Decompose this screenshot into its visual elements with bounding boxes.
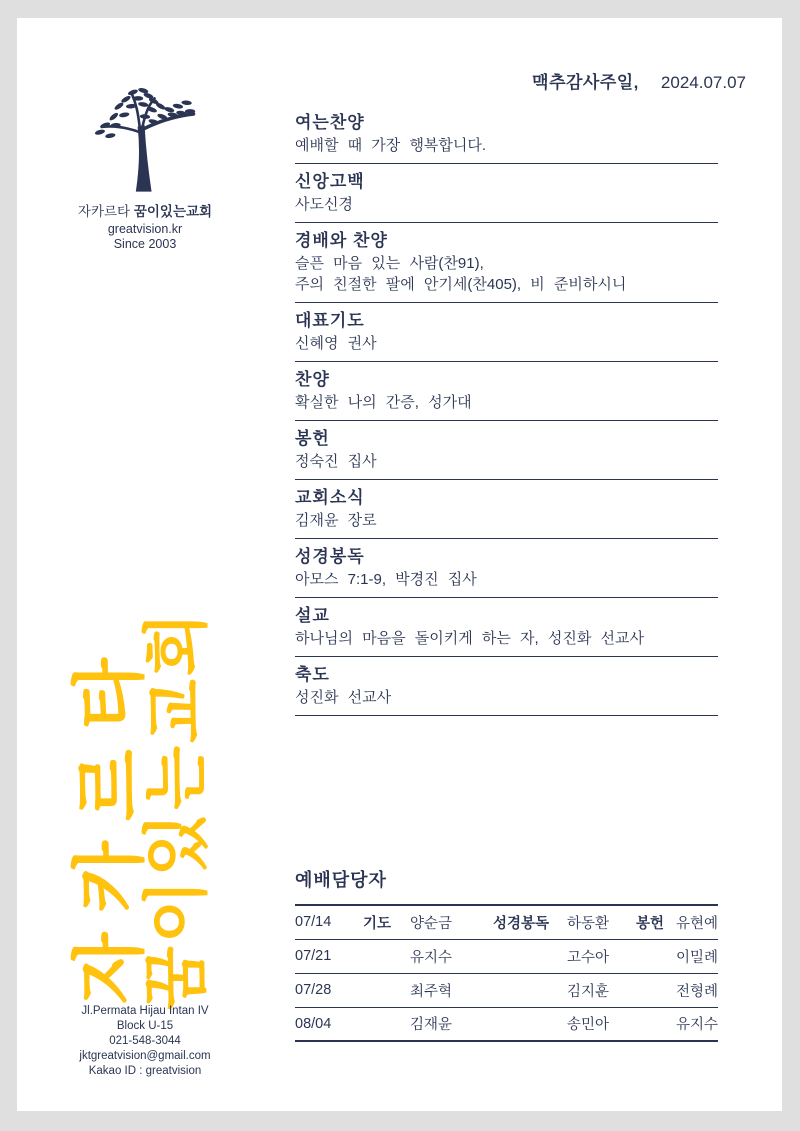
order-section-praise [295,362,718,421]
role-spacer [471,1007,549,1041]
duty-date: 07/21 [295,939,351,973]
order-section-scripture-reading [295,539,718,598]
section-title: 대표기도 [295,311,365,330]
order-section-sermon [295,598,718,657]
tree-logo-icon [93,84,197,196]
worship-duty-roster [295,866,718,1042]
logo-since: Since 2003 [113,237,177,251]
order-section-representative-prayer [295,303,718,362]
contact-email: jktgreatvision@gmail.com [79,1050,211,1062]
logo-church-name [45,200,245,220]
section-content: 성진화 선교사 [295,689,392,706]
duty-date: 07/28 [295,973,351,1007]
duty-prayer-name: 유지수 [391,939,471,973]
header-date-line [532,68,746,93]
duty-date: 08/04 [295,1015,332,1032]
vertical-banner-church-name: 꿈이있는교회 [139,609,213,1010]
section-title: 봉헌 [295,429,330,448]
section-content: 확실한 나의 간증, 성가대 [295,394,472,411]
role-spacer [627,939,664,973]
vertical-banner-jakarta: 자카르타 [68,638,151,1004]
logo-church-name-city: 자카르타 [77,204,131,219]
role-spacer [351,973,391,1007]
duty-prayer-name: 최주혁 [391,973,471,1007]
order-section-benediction [295,657,718,716]
order-section-church-news [295,480,718,539]
section-content: 슬픈 마음 있는 사람(찬91), [295,255,484,272]
role-spacer [351,1007,391,1041]
role-spacer [627,973,664,1007]
role-spacer [627,1007,664,1041]
role-spacer [471,973,549,1007]
contact-phone: 021-548-3044 [109,1035,181,1047]
duty-prayer-name: 양순금 [391,905,471,939]
duty-scripture-name: 고수아 [549,939,627,973]
duty-scripture-name: 송민아 [566,1017,610,1034]
section-content: 아모스 7:1-9, 박경진 집사 [295,571,477,588]
section-content: 하나님의 마음을 돌이키게 하는 자, 성진화 선교사 [295,630,644,647]
table-row [295,1007,718,1041]
role-label-scripture: 성경봉독 [471,905,549,939]
section-content: 사도신경 [295,196,353,213]
duty-date: 07/14 [295,905,351,939]
order-of-worship [295,111,718,716]
table-row [295,939,718,973]
duty-offering-name: 이밀례 [664,939,718,973]
contact-kakao-id: Kakao ID : greatvision [88,1065,202,1077]
section-title: 신앙고백 [295,172,365,191]
logo [45,84,245,251]
section-title: 성경봉독 [295,547,365,566]
duty-roster-title: 예배담당자 [295,870,387,890]
order-section-confession [295,164,718,223]
duty-scripture-name: 하동환 [549,905,627,939]
section-title: 여는찬양 [295,113,365,132]
order-section-offering [295,421,718,480]
duty-offering-name: 유현예 [664,905,718,939]
role-spacer [471,939,549,973]
duty-scripture-name: 김지훈 [549,973,627,1007]
role-spacer [351,939,391,973]
logo-church-name-main: 꿈이있는교회 [133,204,213,219]
table-row [295,905,718,939]
section-content: 신혜영 권사 [295,335,377,352]
contact-address-line2: Block U-15 [116,1020,174,1032]
table-row [295,973,718,1007]
section-content: 정숙진 집사 [295,453,377,470]
section-title: 경배와 찬양 [295,231,388,250]
logo-website: greatvision.kr [107,222,183,236]
section-content: 예배할 때 가장 행복합니다. [295,137,487,154]
contact-block [35,1004,255,1079]
order-section-worship-praise [295,223,718,303]
section-content: 김재윤 장로 [295,512,377,529]
section-title: 찬양 [295,370,330,389]
contact-address-line1: Jl.Permata Hijau Intan IV [81,1005,209,1017]
sunday-name: 맥추감사주일, [532,73,639,92]
duty-roster-table [295,904,718,1042]
bulletin-date: 2024.07.07 [660,73,746,92]
duty-offering-name: 전형례 [664,973,718,1007]
duty-offering-name: 유지수 [675,1017,718,1034]
bulletin-page [17,18,782,1111]
role-label-offering: 봉헌 [627,905,664,939]
section-content: 주의 친절한 팔에 안기세(찬405), 비 준비하시니 [295,276,627,293]
order-section-opening-praise [295,111,718,164]
section-title: 교회소식 [295,488,365,507]
section-title: 축도 [295,665,330,684]
section-title: 설교 [295,606,330,625]
role-label-prayer: 기도 [351,905,391,939]
duty-prayer-name: 김재윤 [409,1017,453,1034]
